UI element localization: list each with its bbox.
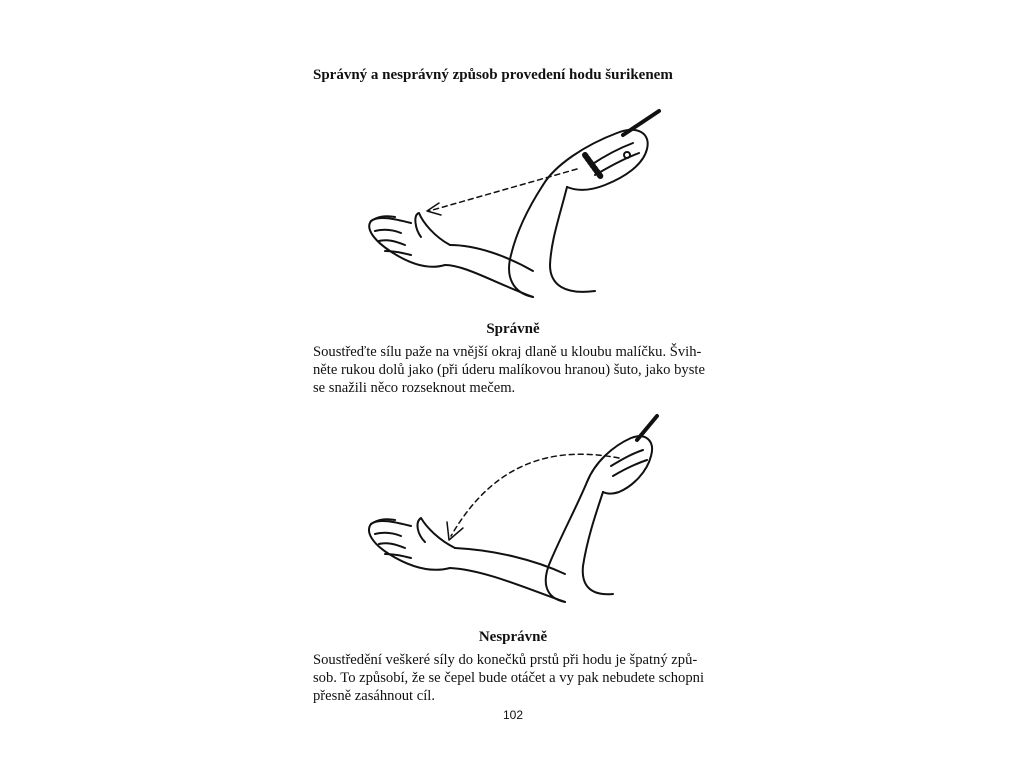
illustration-incorrect-throw xyxy=(355,410,675,610)
caption-title-incorrect: Nesprávně xyxy=(478,629,548,645)
caption-line: Soustřeďte sílu paže na vnější okraj dlaně u kloubu malíčku. Švih- xyxy=(313,344,702,360)
page-number: 102 xyxy=(502,708,524,722)
caption-line: Soustředění veškeré síly do konečků prstů při hodu je špatný způ- xyxy=(313,652,698,668)
caption-text-correct xyxy=(313,343,717,397)
caption-line: přesně zasáhnout cíl. xyxy=(313,688,435,704)
caption-title-correct: Správně xyxy=(486,321,540,337)
caption-line: něte rukou dolů jako (při úderu malíkovou hranou) šuto, jako byste xyxy=(313,362,705,378)
illustration-correct-throw xyxy=(355,105,675,305)
caption-text-incorrect xyxy=(313,651,717,705)
page-heading: Správný a nesprávný způsob provedení hodu šurikenem xyxy=(313,67,673,83)
caption-line: se snažili něco rozseknout mečem. xyxy=(313,380,516,396)
caption-line: sob. To způsobí, že se čepel bude otáčet a vy pak nebudete schopni xyxy=(313,670,704,686)
